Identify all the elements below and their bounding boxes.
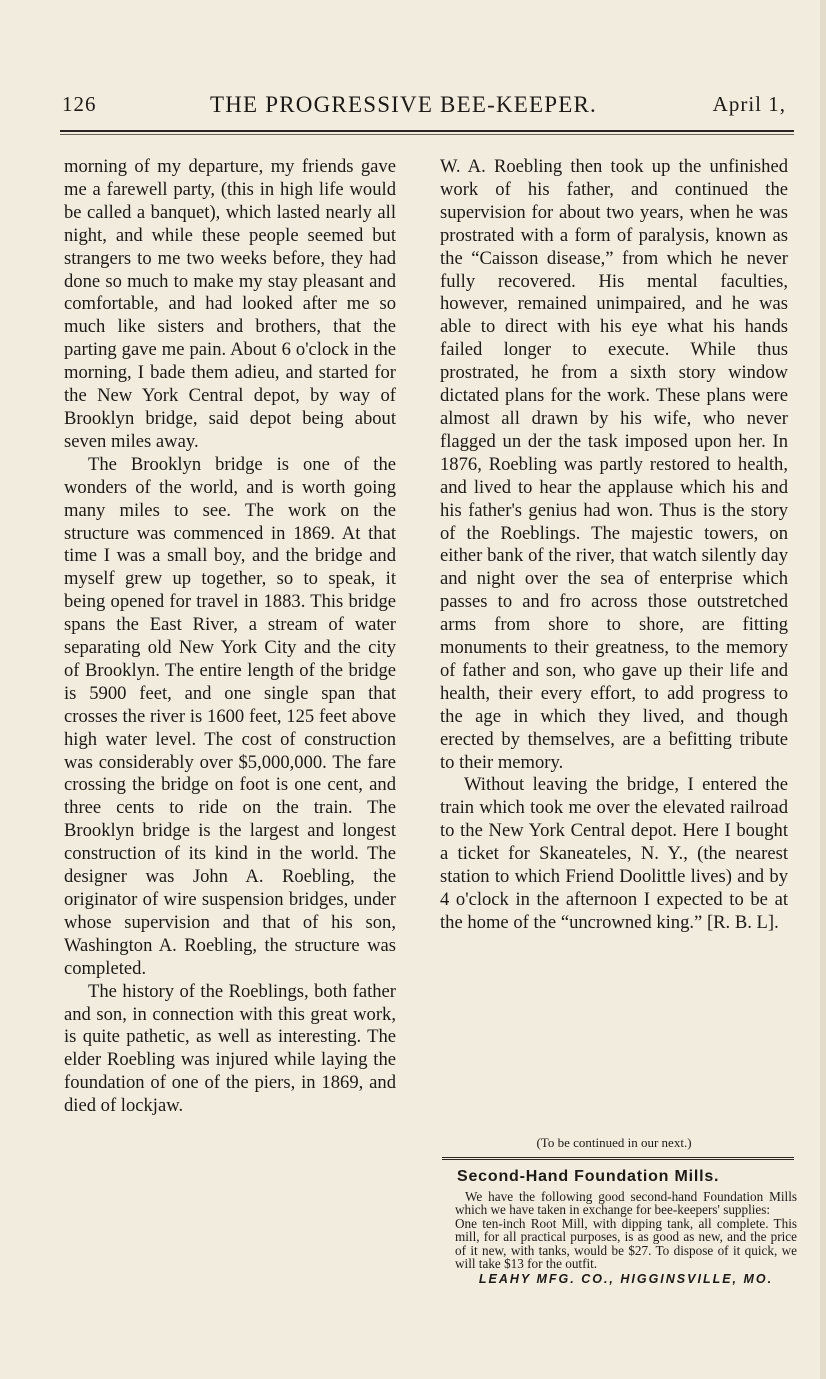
paragraph: W. A. Roebling then took up the unfinished work of his father, and continued the supervision for about two years, when he was prostrated with a form of paralysis, known as the “Caisson disease,” from which he never fully recovered. His mental faculties, however, remained unimpaired, and he was able to direct with his eye what his hands failed longer to execute. While thus prostrated, he from a sixth story window dictated plans for the work. These plans were almost all drawn by his wife, who never flagged un der the task imposed upon her. In 1876, Roebling was partly restored to health, and lived to hear the applause which his and his father's genius had won. Thus is the story of the Roeblings. The majestic towers, on either bank of the river, that watch silently day and night over the sea of enterprise which passes to and fro across those outstretched arms from shore to shore, are fitting monuments to their greatness, to the memory of father and son, who gave up their life and health, their every effort, to add progress to the age in which they lived, and though erected by themselves, are a befitting tribute to their memory.: [440, 156, 788, 773]
header-rule-thin: [60, 134, 794, 135]
page-header: [62, 92, 794, 126]
page-number: 126: [62, 92, 97, 116]
publication-title: THE PROGRESSIVE BEE-KEEPER.: [210, 92, 597, 117]
page-edge: [820, 0, 826, 1379]
advertisement-text: We have the following good second-hand Foundation Mills which we have taken in exchange for bee-keepers' supplies:: [455, 1189, 797, 1218]
header-rule: [60, 130, 794, 132]
paragraph: Without leaving the bridge, I entered the train which took me over the elevated railroad to the New York Central depot. Here I bought a ticket for Skaneateles, N. Y., (the nearest station to which Friend Doolittle lives) and by 4 o'clock in the afternoon I expected to be at the home of the “uncrowned king.” [R. B. L].: [440, 774, 788, 933]
advertisement-rule: [442, 1157, 794, 1162]
advertisement-title: Second-Hand Foundation Mills.: [457, 1168, 720, 1185]
advertisement-signature: LEAHY MFG. CO., HIGGINSVILLE, MO.: [478, 1272, 774, 1287]
advertisement: [455, 1168, 797, 1286]
issue-date: April 1,: [712, 92, 786, 116]
paragraph: morning of my departure, my friends gave me a farewell party, (this in high life would be called a banquet), which lasted nearly all night, and while these people seemed but strangers to me two weeks before, they had done so much to make my stay pleasant and comfortable, and had looked after me so much like sisters and brothers, that the parting gave me pain. About 6 o'clock in the morning, I bade them adieu, and started for the New York Central depot, by way of Brooklyn bridge, said depot being about seven miles away.: [64, 156, 396, 452]
continued-note: (To be continued in our next.): [536, 1135, 692, 1150]
paragraph: The Brooklyn bridge is one of the wonders of the world, and is worth going many miles to see. The work on the structure was commenced in 1869. At that time I was a small boy, and the bridge and myself grew up together, so to speak, it being opened for travel in 1883. This bridge spans the East River, a stream of water separating old New York City and the city of Brooklyn. The entire length of the bridge is 5900 feet, and one single span that crosses the river is 1600 feet, 125 feet above high water level. The cost of construction was considerably over $5,000,000. The fare crossing the bridge on foot is one cent, and three cents to ride on the train. The Brooklyn bridge is the largest and longest construction of its kind in the world. The designer was John A. Roebling, the originator of wire suspension bridges, under whose supervision and that of his son, Washington A. Roebling, the structure was completed.: [64, 453, 396, 979]
right-column: [440, 156, 788, 935]
left-column: [64, 156, 396, 1118]
paragraph: The history of the Roeblings, both father and son, in connection with this great work, is quite pathetic, as well as interesting. The elder Roebling was injured while laying the foundation of one of the piers, in 1869, and died of lockjaw.: [64, 980, 396, 1117]
advertisement-text: One ten-inch Root Mill, with dipping tank, all complete. This mill, for all practical purposes, is as good as new, and the price of it new, with tanks, would be $27. To dispose of it quick, we will take $13 for the outfit.: [455, 1215, 797, 1272]
